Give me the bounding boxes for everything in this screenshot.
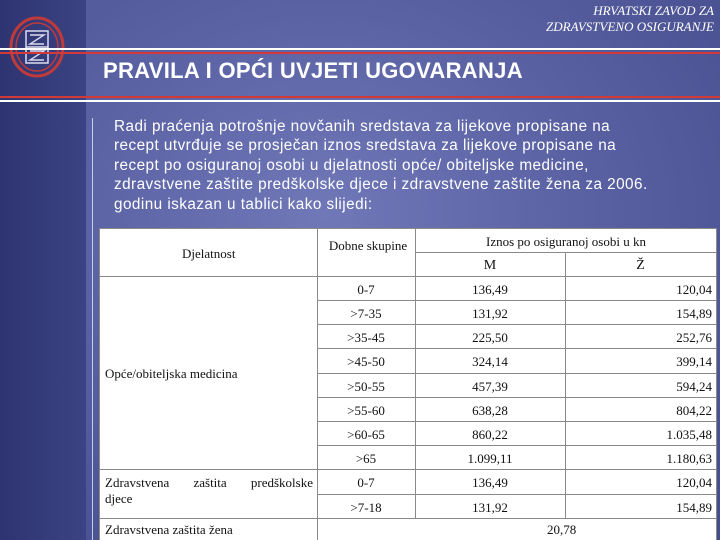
table-grid-line <box>317 300 717 301</box>
age-cell: 0-7 <box>357 282 375 297</box>
intro-line: zdravstvene zaštite predškolske djece i zdravstvene zaštite žena za 2006. <box>114 176 648 194</box>
group-preschool-line-1: Zdravstvena zaštita predškolske <box>105 475 313 490</box>
org-line-1: HRVATSKI ZAVOD ZA <box>593 3 714 18</box>
male-value: 1.099,11 <box>467 451 513 466</box>
female-value: 1.035,48 <box>666 427 712 442</box>
header-age-group: Dobne skupine <box>328 238 408 253</box>
table-grid-line <box>99 469 717 470</box>
male-value: 638,28 <box>472 403 508 418</box>
table-grid-line <box>317 324 717 325</box>
table-grid-line <box>99 228 717 229</box>
header-female: Ž <box>636 258 645 273</box>
bottom-stripe-white <box>0 100 720 102</box>
slide-title: PRAVILA I OPĆI UVJETI UGOVARANJA <box>103 58 523 83</box>
table-grid-line <box>415 252 717 253</box>
table-grid-line <box>99 276 717 277</box>
female-value: 804,22 <box>676 403 712 418</box>
female-value: 594,24 <box>676 379 712 394</box>
female-value: 399,14 <box>676 354 712 369</box>
female-value: 252,76 <box>676 330 712 345</box>
male-value: 324,14 <box>472 354 508 369</box>
hzzo-logo <box>9 16 65 78</box>
header-male: M <box>483 258 497 273</box>
table-grid-line <box>317 373 717 374</box>
age-cell: >7-18 <box>350 500 382 515</box>
intro-line: recept po osiguranoj osobi u djelatnosti opće/ obiteljske medicine, <box>114 156 589 174</box>
table-grid-line <box>99 518 717 519</box>
intro-line: recept utvrđuje se prosječan iznos sredstava za lijekove propisane na <box>114 137 617 155</box>
table-grid-line <box>317 397 717 398</box>
age-cell: >60-65 <box>347 427 385 442</box>
male-value: 136,49 <box>472 282 508 297</box>
male-value: 860,22 <box>472 427 508 442</box>
organization-name <box>454 3 714 35</box>
cost-table <box>99 228 717 540</box>
age-cell: >7-35 <box>350 306 382 321</box>
female-value: 1.180,63 <box>666 451 712 466</box>
table-grid-line <box>99 228 100 540</box>
group-general-medicine: Opće/obiteljska medicina <box>105 366 238 381</box>
intro-line: Radi praćenja potrošnje novčanih sredstava za lijekove propisane na <box>114 118 611 135</box>
group-preschool-line-2: djece <box>105 491 133 506</box>
female-value: 154,89 <box>676 500 712 515</box>
male-value: 457,39 <box>472 379 508 394</box>
age-cell: >55-60 <box>347 403 385 418</box>
header-activity: Djelatnost <box>182 246 236 261</box>
age-cell: >35-45 <box>347 330 385 345</box>
age-cell: 0-7 <box>357 475 375 490</box>
intro-paragraph <box>114 117 710 214</box>
female-value: 154,89 <box>676 306 712 321</box>
male-value: 136,49 <box>472 475 508 490</box>
age-cell: >50-55 <box>347 379 385 394</box>
table-grid-line <box>317 494 717 495</box>
bottom-stripe-red <box>0 96 720 98</box>
table-grid-line <box>317 421 717 422</box>
table-grid-line <box>317 348 717 349</box>
age-cell: >45-50 <box>347 354 385 369</box>
male-value: 225,50 <box>472 330 508 345</box>
left-band <box>0 0 86 540</box>
women-health-total: 20,78 <box>547 522 577 537</box>
intro-line: godinu iskazan u tablici kako slijedi: <box>114 195 373 213</box>
divider-line <box>92 118 93 540</box>
header-amount: Iznos po osiguranoj osobi u kn <box>486 234 646 249</box>
table-grid-line <box>317 445 717 446</box>
group-women-health: Zdravstvena zaštita žena <box>105 522 233 537</box>
top-stripe-white <box>0 48 720 50</box>
female-value: 120,04 <box>676 282 712 297</box>
org-line-2: ZDRAVSTVENO OSIGURANJE <box>546 19 714 34</box>
male-value: 131,92 <box>472 306 508 321</box>
age-cell: >65 <box>355 451 377 466</box>
male-value: 131,92 <box>472 500 508 515</box>
top-stripe-red <box>0 52 720 54</box>
female-value: 120,04 <box>676 475 712 490</box>
